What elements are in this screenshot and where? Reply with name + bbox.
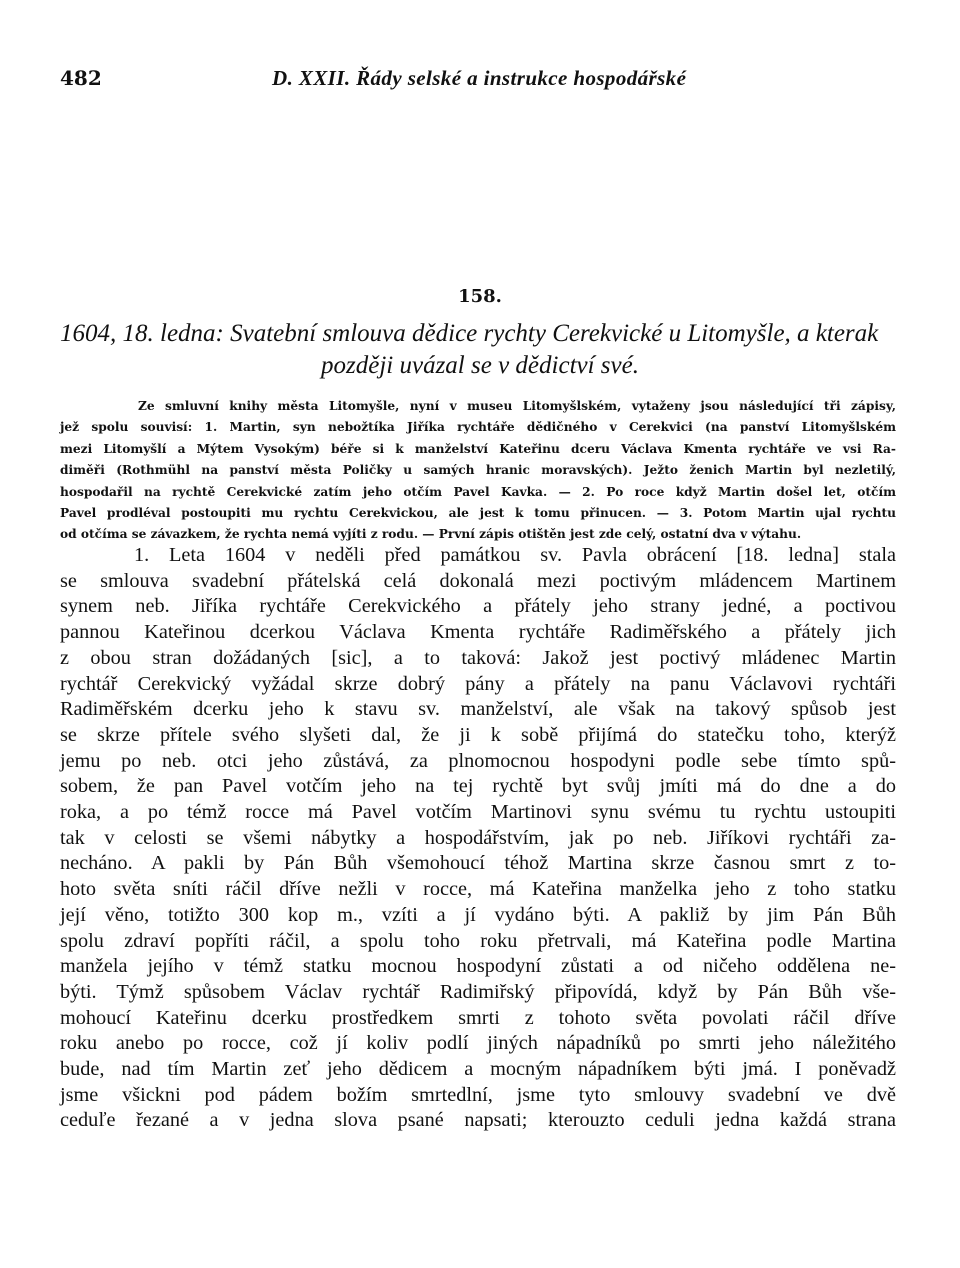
page-number: 482 xyxy=(60,66,102,90)
body-line: jsme všickni pod pádem božím smrtedlní, jsme tyto smlouvy svadební ve dvě xyxy=(60,1083,896,1106)
intro-line: Pavel prodléval postoupiti mu rychtu Cerekvickou, ale jest k tomu přinucen. — 3. Potom Martin ujal rychtu xyxy=(60,506,896,521)
body-line: tak v celosti se všemi nábytky a hospodářstvím, jak po neb. Jiříkovi rychtáři za- xyxy=(60,826,896,849)
heading-line: 1604, 18. ledna: Svatební smlouva dědice rychty Cerekvické u Litomyšle, a kterak xyxy=(60,320,879,347)
body-line: se skrze přítele svého slyšeti dal, že ji k sobě přijímá do statečku toho, kterýž xyxy=(60,723,896,746)
intro-line: diměři (Rothmühl na panství města Poličky u samých hranic moravských). Ježto ženich Martin byl nezletilý, xyxy=(60,463,896,478)
running-title: D. XXII. Řády selské a instrukce hospodářské xyxy=(272,66,687,90)
body-line: jemu po neb. otci jeho zůstává, za plnomocnou hospodyni podle sebe tímto spů- xyxy=(60,749,896,772)
body-line: býti. Týmž spůsobem Václav rychtář Radimiřský připovídá, když by Pán Bůh vše- xyxy=(60,980,896,1003)
running-head xyxy=(60,66,900,94)
body-line: sobem, že pan Pavel votčím jeho na tej rychtě byt svůj jmíti má do dne a do xyxy=(60,775,896,798)
body-line: se smlouva svadební přátelská celá dokonalá mezi poctivým mládencem Martinem xyxy=(60,569,896,592)
body-line: její věno, totižto 300 kop m., vzíti a jí vydáno býti. A pakliž by jim Pán Bůh xyxy=(60,903,896,926)
body-line: pannou Kateřinou dcerkou Václava Kmenta rychtáře Radiměřského a přátely jich xyxy=(60,621,896,644)
intro-line: hospodařil na rychtě Cerekvické zatím jeho otčím Pavel Kavka. — 2. Po roce když Martin došel let, otčím xyxy=(60,484,896,499)
intro-line: jež spolu souvisí: 1. Martin, syn nebožtíka Jiříka rychtáře dědičného v Cerekvici (na panství Litomyšlském xyxy=(60,420,896,435)
body-line: manžela jejího v témž statku mocnou hospodyní zůstati a od ničeho oddělena ne- xyxy=(60,955,896,978)
intro-line: mezi Litomyšlí a Mýtem Vysokým) béře si k manželství Kateřinu dceru Václava Kmenta rychtáře ve vsi Ra- xyxy=(60,441,896,456)
document-heading xyxy=(60,318,900,382)
body-line: ceduľe řezané a v jedna slova psané napsati; kterouzto ceduli jedna každá strana xyxy=(60,1109,896,1132)
body-line: roka, a po témž rocce má Pavel votčím Martinovi synu svému tu rychtu ustoupiti xyxy=(60,801,896,824)
editorial-introduction xyxy=(60,396,896,546)
intro-line: Ze smluvní knihy města Litomyšle, nyní v museu Litomyšlském, vytaženy jsou následující tři zápisy, xyxy=(138,399,896,413)
body-line: spolu zdraví popříti ráčil, a spolu toho roku přetrvali, má Kateřina podle Martina xyxy=(60,929,896,952)
body-line: Radiměřském dcerku jeho k stavu sv. manželství, ale však na takový spůsob jest xyxy=(60,698,896,721)
heading-line: později uvázal se v dědictví své. xyxy=(321,352,639,379)
body-line: rychtář Cerekvický vyžádal skrze dobrý pány a přátely na panu Václavovi rychtáři xyxy=(60,672,896,695)
intro-line: od otčíma se závazkem, že rychta nemá vyjíti z rodu. — První zápis otištěn jest zde celý, ostatní dva v výtahu. xyxy=(60,527,802,542)
body-line: necháno. A pakli by Pán Bůh všemohoucí téhož Martina skrze časnou smrt z to- xyxy=(60,852,896,875)
body-line: bude, nad tím Martin zeť jeho dědicem a mocným nápadníkem býti jmá. I poněvadž xyxy=(60,1058,896,1081)
body-line: 1. Leta 1604 v neděli před památkou sv. Pavla obrácení [18. ledna] stala xyxy=(134,544,896,566)
document-number: 158. xyxy=(458,286,502,307)
document-body xyxy=(60,543,896,1134)
body-line: z obou stran dožádaných [sic], a to taková: Jakož jest poctivý mládenec Martin xyxy=(60,646,896,669)
body-line: hoto světa sníti ráčil dříve nežli v rocce, má Kateřina manželka jeho z toho statku xyxy=(60,878,896,901)
body-line: synem neb. Jiříka rychtáře Cerekvického a přátely jeho strany jedné, a poctivou xyxy=(60,595,896,618)
body-line: roku anebo po rocce, což jí koliv podlí jiných nápadníků po smrti jeho náležitého xyxy=(60,1032,896,1055)
body-line: mohoucí Kateřinu dcerku prostředkem smrti z tohoto světa povolati ráčil dříve xyxy=(60,1006,896,1029)
